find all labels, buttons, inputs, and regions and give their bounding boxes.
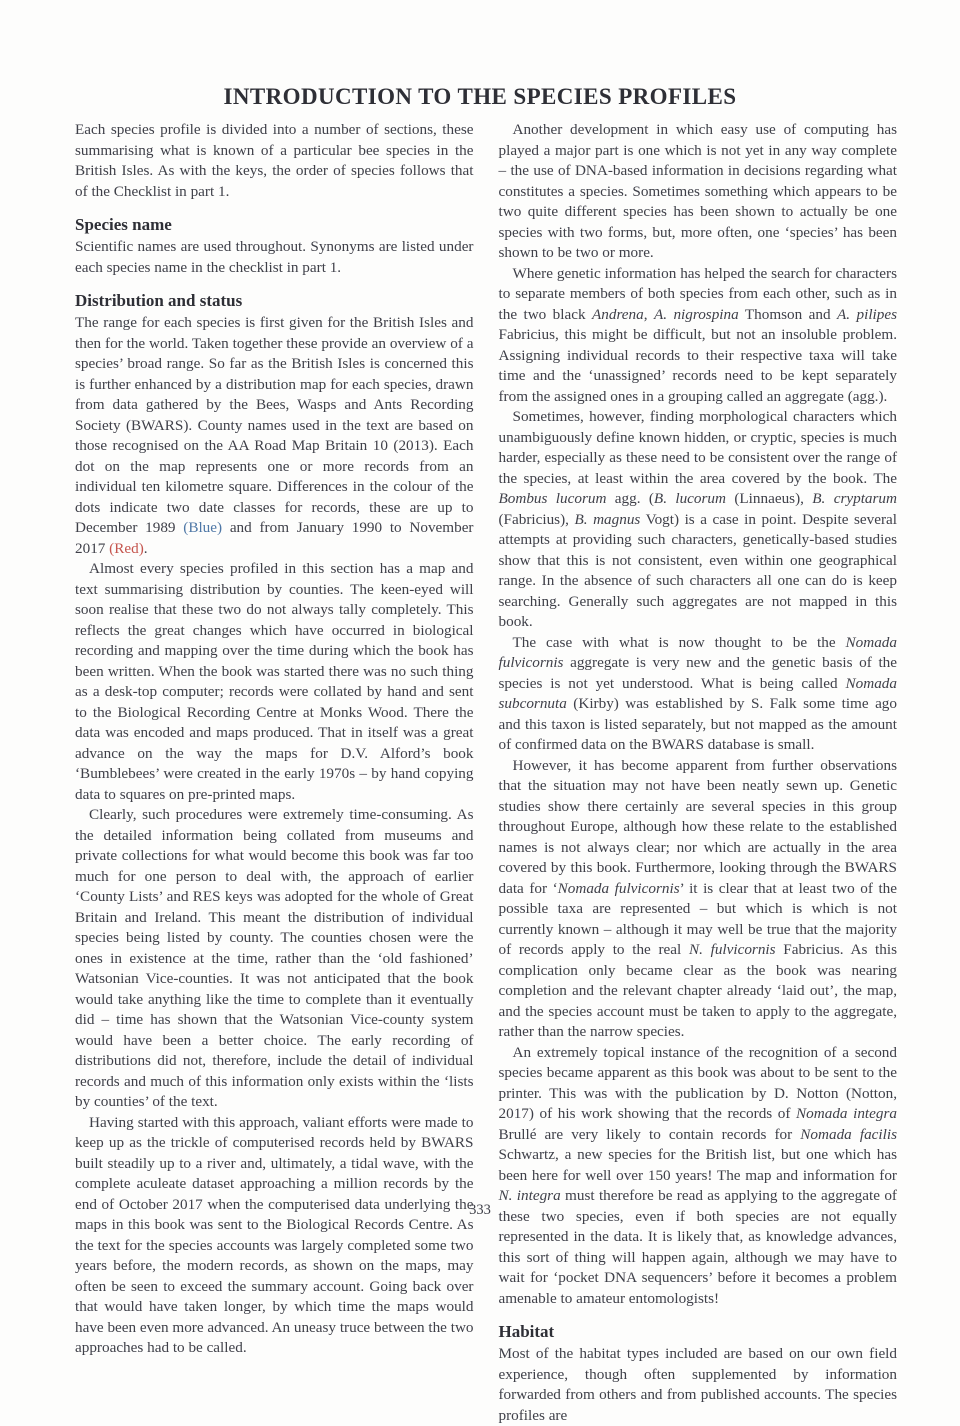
text-run-it: N. fulvicornis bbox=[688, 941, 776, 958]
text-run: Sometimes, however, finding morphological characters which unambiguously define known hidden, or cryptic, species is much harder, especially as these need to be consistent over the range of the species, at least within the area covered by the book. The bbox=[498, 408, 897, 487]
right-column bbox=[499, 120, 898, 1426]
text-run: Having started with this approach, valiant efforts were made to keep up as the trickle of computerised records held by BWARS built steadily up to a river and, ultimately, a tidal wave, with the complete aculeate dataset approaching a million records by the end of October 2017 when the computerised data underlying the maps in this book was sent to the Biological Records Centre. As the text for the species accounts was largely completed some two years before, the modern records, as shown on the maps, may often be seen to exceed the summary account. Going back over that would have taken longer, by which time the maps would have been even more advanced. An uneasy truce between the two approaches had to be called. bbox=[75, 1113, 474, 1356]
body-paragraph bbox=[499, 633, 898, 756]
body-paragraph bbox=[499, 756, 898, 1043]
text-run: Brullé are very likely to contain records for bbox=[498, 1125, 801, 1143]
text-run-it: A. nigrospina bbox=[653, 305, 739, 323]
text-run-it: Nomada integra bbox=[796, 1105, 897, 1122]
text-run: Schwartz, a new species for the British list, but one which has been here for well over 150 years! The map and information for bbox=[498, 1146, 897, 1184]
body-paragraph bbox=[499, 264, 898, 408]
section-heading: Habitat bbox=[498, 1322, 555, 1341]
text-run: Clearly, such procedures were extremely time-consuming. As the detailed information being collated from museums and private collections for what would become this book was far too much for one person to deal with, the approach of earlier ‘County Lists’ and RES keys was adopted for the whole of Great Britain and Ireland. This meant the distribution of individual species being listed by county. The counties chosen were the ones in existence at the time, rather than the ‘old fashioned’ Watsonian Vice-counties. It was not anticipated that the book would take anything like the time to complete than it eventually did – time has shown that the Watsonian Vice-county system would have been a better choice. The early recording of distributions did not, therefore, include the detail of individual records and much of this information only exists within the ‘lists by counties’ of the text. bbox=[75, 806, 474, 1110]
text-run: Thomson and bbox=[738, 305, 838, 323]
body-paragraph bbox=[499, 1043, 898, 1310]
text-run-it: B. cryptarum bbox=[812, 490, 897, 507]
text-run: Fabricius. As this complication only became clear as the book was nearing completion and the relevant chapter already ‘laid out’, the map, and the species account must be taken to apply to the aggregate, rather than the narrow species. bbox=[498, 941, 898, 1040]
text-columns bbox=[0, 110, 960, 1426]
body-paragraph bbox=[499, 120, 898, 264]
text-run: Scientific names are used throughout. Synonyms are listed under each species name in the checklist in part 1. bbox=[75, 238, 474, 276]
text-run: The case with what is now thought to be the bbox=[512, 633, 846, 651]
body-paragraph bbox=[499, 407, 898, 633]
text-run: (Kirby) was established by S. Falk some time ago and this taxon is listed separately, but not mapped as the amount of confirmed data on the BWARS database is small. bbox=[498, 695, 897, 753]
text-run-it: Nomada fulvicornis bbox=[557, 879, 680, 897]
text-run-it: B. magnus bbox=[574, 510, 641, 528]
text-run-it: Nomada subcornuta bbox=[498, 674, 897, 712]
text-run: must therefore be read as applying to the aggregate of these two species, even if both species are not equally represented in the data. It is likely that, as knowledge advances, this sort of thing will happen again, although we may have to wait for ‘pocket DNA sequencers’ before it becomes a problem amenable to amateur entomologists! bbox=[498, 1187, 897, 1307]
text-run: However, it has become apparent from further observations that the situation may not have been neatly sewn up. Genetic studies show there certainly are several species in this group throughout Europe, although how these relate to the established names is not always clear; nor which are actually in the area covered by this book. Furthermore, looking through the BWARS data for ‘ bbox=[498, 756, 897, 897]
left-column bbox=[75, 120, 474, 1426]
text-run: aggregate is very new and the genetic basis of the species is not yet understood. What is being called bbox=[498, 654, 897, 692]
text-run: An extremely topical instance of the recognition of a second species became apparent as this book was about to be sent to the printer. This was with the publication by D. Notton (Notton, 2017) of his work showing that the records of bbox=[498, 1043, 897, 1122]
text-run-it: Andrena bbox=[591, 305, 644, 323]
text-run: Fabricius, this might be difficult, but not an insoluble problem. Assigning individual records to their respective taxa will take time and the ‘unassigned’ records need to be kept separately from the assigned ones in a grouping called an aggregate (agg.). bbox=[498, 326, 897, 405]
body-paragraph bbox=[75, 120, 474, 202]
text-run: . bbox=[143, 539, 148, 557]
body-paragraph bbox=[75, 237, 474, 278]
body-paragraph bbox=[75, 1113, 474, 1359]
body-paragraph bbox=[499, 1344, 898, 1426]
text-run: Most of the habitat types included are based on our own field experience, though often supplemented by information forwarded from others and from published accounts. The species profiles are bbox=[498, 1345, 897, 1424]
page-number: 333 bbox=[469, 1202, 491, 1218]
text-run: Each species profile is divided into a number of sections, these summarising what is known of a particular bee species in the British Isles. As with the keys, the order of species follows that of the Checklist in part 1. bbox=[75, 121, 474, 200]
text-run-it: Nomada facilis bbox=[800, 1125, 897, 1143]
text-run-it: Bombus lucorum bbox=[498, 490, 607, 507]
body-paragraph bbox=[75, 559, 474, 805]
text-run: Almost every species profiled in this section has a map and text summarising distribution by counties. The keen-eyed will soon realise that these two do not always tally completely. This reflects the great changes which have occurred in biological recording and mapping over the time during which the book has been written. When the book was started there was no such thing as a desk-top computer; records were collated by hand and sent to the Biological Recording Centre at Monks Wood. There the data was encoded and maps produced. That in itself was a great advance on the way the maps for D.V. Alford’s book ‘Bumblebees’ were created in the early 1970s – by hand copying data to squares on pre-printed maps. bbox=[75, 560, 474, 803]
section-heading: Species name bbox=[75, 215, 172, 234]
text-run-it: Nomada fulvicornis bbox=[498, 633, 897, 671]
text-run: Where genetic information has helped the search for characters to separate members of both species from each other, such as in the two black bbox=[498, 264, 897, 323]
section-heading: Distribution and status bbox=[75, 291, 243, 310]
text-run: Vogt) is a case in point. Despite several attempts at providing such characters, genetically-based studies show that this is not consistent, even within one geographical range. In the absence of such characters all one can do is keep searching. Generally such aggregates are not mapped in this book. bbox=[498, 510, 897, 630]
text-run: (Fabricius), bbox=[498, 510, 575, 528]
text-run: , bbox=[643, 305, 654, 323]
text-run-red: (Red) bbox=[109, 539, 144, 557]
text-run-it: B. lucorum bbox=[653, 490, 726, 507]
text-run-blue: (Blue) bbox=[183, 519, 223, 536]
body-paragraph bbox=[75, 805, 474, 1113]
text-run-it: N. integra bbox=[498, 1187, 561, 1204]
text-run-it: A. pilipes bbox=[837, 305, 898, 323]
body-paragraph bbox=[75, 313, 474, 559]
page-title: INTRODUCTION TO THE SPECIES PROFILES bbox=[223, 84, 737, 109]
text-run: (Linnaeus), bbox=[725, 490, 813, 507]
text-run: agg. ( bbox=[606, 490, 654, 507]
text-run: Another development in which easy use of computing has played a major part is one which is not yet in any way complete – the use of DNA-based information in decisions regarding what constitutes a species. Sometimes something which appears to be two quite different species has been shown to actually be one species with two forms, but, more often, one ‘species’ has been shown to be two or more. bbox=[498, 121, 897, 261]
text-run: The range for each species is first given for the British Isles and then for the world. Taken together these provide an overview of a species’ broad range. So far as the British Isles is concerned this is further enhanced by a distribution map for each species, drawn from data gathered by the Bees, Wasps and Ants Recording Society (BWARS). County names used in the text are based on those recognised on the AA Road Map Britain 10 (2013). Each dot on the map represents one or more records from an individual ten kilometre square. Differences in the colour of the dots indicate two date classes for records, these are up to December 1989 bbox=[75, 314, 474, 536]
text-run: ’ it is clear that at least two of the possible taxa are represented – but which is which is not currently known – although it may well be true that the majority of records apply to the real bbox=[498, 879, 898, 958]
text-run: and from January 1990 to November 2017 bbox=[75, 519, 474, 557]
